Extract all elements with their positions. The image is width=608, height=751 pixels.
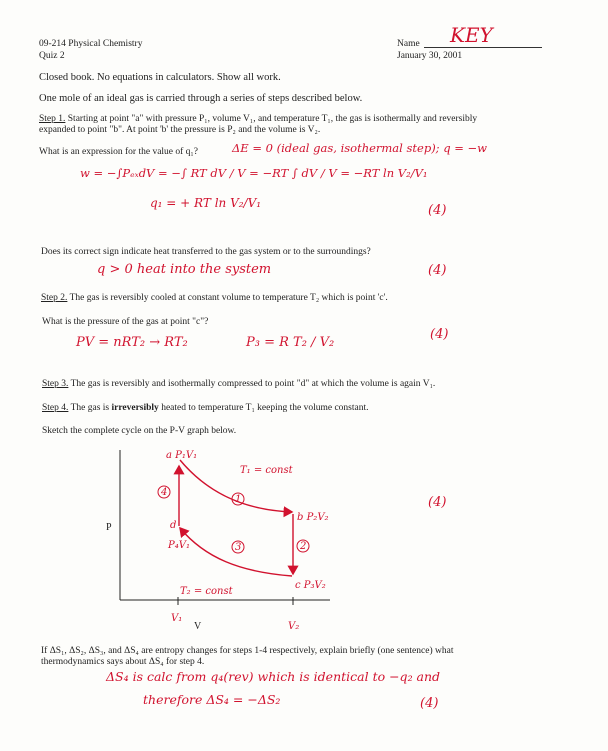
step1-label: Step 1. bbox=[39, 114, 66, 124]
intro-text: One mole of an ideal gas is carried through a series of steps described below. bbox=[39, 93, 363, 104]
step2-body: The gas is reversibly cooled at constant volume to temperature T₂ which is point 'c'. bbox=[67, 293, 388, 303]
q3-points: (4) bbox=[430, 327, 449, 342]
step1-line1: Starting at point "a" with pressure P₁, volume V₁, and temperature T₁, the gas is isothermally and reversibly bbox=[65, 114, 478, 124]
x-axis-label: V bbox=[194, 621, 202, 632]
point-b-label: b P₂V₂ bbox=[297, 512, 329, 523]
step3-label: Step 3. bbox=[42, 379, 69, 389]
graph-points: (4) bbox=[428, 495, 447, 510]
q1-answer-line2: w = −∫PₑₓdV = −∫ RT dV / V = −RT ∫ dV / V = −RT ln V₂/V₁ bbox=[80, 166, 428, 180]
q4-answer-line2: therefore ΔS₄ = −ΔS₂ bbox=[143, 692, 281, 707]
step2-label: Step 2. bbox=[41, 293, 68, 303]
q4-points: (4) bbox=[420, 696, 439, 711]
sketch-prompt: Sketch the complete cycle on the P-V graph below. bbox=[42, 426, 237, 436]
name-answer: KEY bbox=[450, 23, 493, 47]
q4-answer-line1: ΔS₄ is calc from q₄(rev) which is identical to −q₂ and bbox=[106, 669, 441, 684]
step4-pre: The gas is bbox=[68, 403, 112, 413]
q4-question-line2: thermodynamics says about ΔS₄ for step 4. bbox=[41, 657, 205, 667]
q1-answer-line1: ΔE = 0 (ideal gas, isothermal step); q = −w bbox=[232, 141, 487, 155]
q3-answer-right: P₃ = R T₂ / V₂ bbox=[246, 335, 335, 350]
step1-number: 1 bbox=[235, 494, 242, 505]
q1-answer-line3: q₁ = + RT ln V₂/V₁ bbox=[150, 196, 262, 210]
q4-question-line1: If ΔS₁, ΔS₂, ΔS₃, and ΔS₄ are entropy changes for steps 1-4 respectively, explain briefly (one sentence) what bbox=[41, 646, 454, 656]
step2-number: 2 bbox=[300, 541, 307, 552]
point-d-label: d bbox=[170, 520, 177, 531]
q3-answer-left: PV = nRT₂ → RT₂ bbox=[76, 335, 188, 350]
step4-label: Step 4. bbox=[42, 403, 69, 413]
q3-question: What is the pressure of the gas at point "c"? bbox=[42, 317, 209, 327]
step1-line2: expanded to point "b". At point 'b' the pressure is P₂ and the volume is V₂. bbox=[39, 125, 321, 135]
q2-points: (4) bbox=[428, 263, 447, 278]
v2-label: V₂ bbox=[288, 621, 300, 632]
point-c-label: c P₃V₂ bbox=[295, 580, 326, 591]
step3-number: 3 bbox=[235, 542, 242, 553]
quiz-number: Quiz 2 bbox=[39, 51, 65, 61]
course-title: 09-214 Physical Chemistry bbox=[39, 39, 143, 49]
point-a-label: a P₁V₁ bbox=[166, 450, 198, 461]
t1-label: T₁ = const bbox=[240, 465, 293, 476]
q1-points: (4) bbox=[428, 203, 447, 218]
quiz-date: January 30, 2001 bbox=[397, 51, 463, 61]
step3-body: The gas is reversibly and isothermally compressed to point "d" at which the volume is again V₁. bbox=[68, 379, 436, 389]
y-axis-label: P bbox=[106, 522, 112, 533]
instructions: Closed book. No equations in calculators. Show all work. bbox=[39, 72, 281, 83]
point-d-coords: P₄V₁ bbox=[168, 540, 190, 551]
q1-question: What is an expression for the value of q₁? bbox=[39, 147, 198, 157]
q2-question: Does its correct sign indicate heat transferred to the gas system or to the surroundings? bbox=[41, 247, 371, 257]
q2-answer: q > 0 heat into the system bbox=[97, 262, 272, 277]
step4-number: 4 bbox=[161, 487, 168, 498]
v1-label: V₁ bbox=[171, 613, 183, 624]
step4-post: heated to temperature T₁ keeping the volume constant. bbox=[158, 403, 369, 413]
step4-bold: irreversibly bbox=[111, 403, 159, 413]
t2-label: T₂ = const bbox=[180, 586, 233, 597]
name-label: Name bbox=[397, 39, 420, 49]
